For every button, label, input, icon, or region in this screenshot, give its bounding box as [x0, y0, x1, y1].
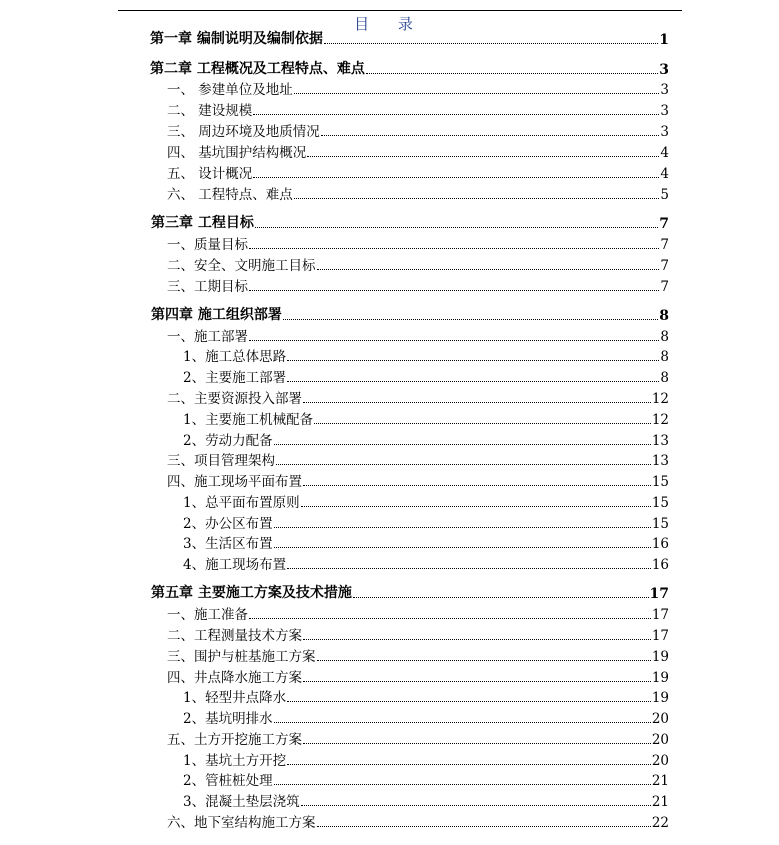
- toc-entry-label: 三、工期目标: [167, 279, 248, 295]
- dot-leader: [276, 464, 651, 465]
- toc-section-entry[interactable]: [183, 491, 669, 511]
- dot-leader: [321, 135, 660, 136]
- toc-chapter-entry[interactable]: [150, 28, 669, 48]
- toc-entry-label: 五、土方开挖施工方案: [167, 732, 302, 748]
- dot-leader: [301, 805, 651, 806]
- toc-section-entry[interactable]: [167, 120, 669, 140]
- toc-entry-label: 四、 基坑围护结构概况: [167, 145, 307, 161]
- toc-entry-label: 三、 周边环境及地质情况: [167, 124, 320, 140]
- toc-page-number: 16: [651, 536, 669, 552]
- page-title: 目 录: [354, 15, 425, 33]
- toc-entry-label: 2、办公区布置: [183, 516, 273, 532]
- dot-leader: [287, 764, 651, 765]
- dot-leader: [287, 360, 659, 361]
- toc-section-entry[interactable]: [167, 233, 669, 253]
- toc-entry-label: 3、混凝土垫层浇筑: [183, 794, 300, 810]
- toc-page-number: 12: [651, 412, 669, 428]
- toc-section-entry[interactable]: [183, 345, 669, 365]
- toc-page-number: 12: [651, 391, 669, 407]
- toc-entry-label: 1、基坑土方开挖: [183, 753, 287, 769]
- toc-page-number: 3: [659, 62, 669, 78]
- dot-leader: [366, 73, 658, 74]
- dot-leader: [287, 568, 651, 569]
- toc-page-number: 21: [651, 773, 669, 789]
- toc-page-number: 4: [660, 145, 669, 161]
- toc-page-number: 13: [651, 433, 669, 449]
- dot-leader: [249, 290, 659, 291]
- toc-page-number: 17: [651, 607, 669, 623]
- toc-entry-label: 三、围护与桩基施工方案: [167, 649, 316, 665]
- toc-section-entry[interactable]: [183, 429, 669, 449]
- toc-entry-label: 六、 工程特点、难点: [167, 187, 293, 203]
- toc-section-entry[interactable]: [167, 449, 669, 469]
- toc-entry-label: 第三章 工程目标: [151, 215, 254, 231]
- toc-section-entry[interactable]: [167, 387, 669, 407]
- toc-page-number: 15: [651, 474, 669, 490]
- toc-page-number: 19: [651, 690, 669, 706]
- toc-section-entry[interactable]: [167, 275, 669, 295]
- toc-page-number: 17: [649, 586, 669, 602]
- toc-chapter-entry[interactable]: [151, 304, 669, 324]
- dot-leader: [317, 660, 651, 661]
- toc-entry-label: 1、主要施工机械配备: [183, 412, 314, 428]
- dot-leader: [253, 114, 659, 115]
- toc-page-number: 20: [651, 732, 669, 748]
- dot-leader: [303, 743, 651, 744]
- toc-entry-label: 第四章 施工组织部署: [151, 307, 282, 323]
- toc-chapter-entry[interactable]: [150, 58, 669, 78]
- toc-page-number: 3: [660, 124, 669, 140]
- toc-section-entry[interactable]: [167, 603, 669, 623]
- dot-leader: [317, 826, 651, 827]
- toc-entry-label: 三、项目管理架构: [167, 453, 275, 469]
- dot-leader: [303, 639, 651, 640]
- toc-page-number: 7: [659, 216, 669, 232]
- toc-chapter-entry[interactable]: [151, 212, 669, 232]
- toc-section-entry[interactable]: [167, 728, 669, 748]
- toc-section-entry[interactable]: [167, 254, 669, 274]
- toc-section-entry[interactable]: [167, 624, 669, 644]
- toc-section-entry[interactable]: [183, 686, 669, 706]
- toc-section-entry[interactable]: [167, 811, 669, 831]
- toc-entry-label: 一、质量目标: [167, 237, 248, 253]
- toc-section-entry[interactable]: [183, 749, 669, 769]
- toc-entry-label: 一、施工部署: [167, 329, 248, 345]
- toc-entry-label: 2、基坑明排水: [183, 711, 273, 727]
- toc-entry-label: 2、主要施工部署: [183, 370, 287, 386]
- toc-page-number: 17: [651, 628, 669, 644]
- dot-leader: [287, 701, 651, 702]
- toc-entry-label: 第五章 主要施工方案及技术措施: [151, 585, 352, 601]
- header-rule: [118, 10, 682, 11]
- toc-section-entry[interactable]: [167, 162, 669, 182]
- toc-section-entry[interactable]: [167, 99, 669, 119]
- toc-page-number: 5: [660, 187, 669, 203]
- dot-leader: [307, 156, 659, 157]
- dot-leader: [249, 340, 659, 341]
- toc-entry-label: 二、安全、文明施工目标: [167, 258, 316, 274]
- toc-entry-label: 2、劳动力配备: [183, 433, 273, 449]
- toc-page-number: 1: [659, 32, 669, 48]
- toc-entry-label: 1、施工总体思路: [183, 349, 287, 365]
- toc-entry-label: 六、地下室结构施工方案: [167, 815, 316, 831]
- dot-leader: [287, 381, 659, 382]
- toc-page-number: 20: [651, 711, 669, 727]
- toc-page-number: 21: [651, 794, 669, 810]
- toc-section-entry[interactable]: [183, 790, 669, 810]
- toc-section-entry[interactable]: [183, 512, 669, 532]
- toc-page-number: 3: [660, 82, 669, 98]
- toc-page-number: 15: [651, 516, 669, 532]
- toc-entry-label: 一、施工准备: [167, 607, 248, 623]
- toc-entry-label: 二、主要资源投入部署: [167, 391, 302, 407]
- dot-leader: [303, 485, 651, 486]
- dot-leader: [303, 402, 651, 403]
- dot-leader: [294, 198, 660, 199]
- toc-page-number: 15: [651, 495, 669, 511]
- dot-leader: [274, 547, 651, 548]
- dot-leader: [249, 618, 651, 619]
- toc-page-number: 8: [660, 329, 669, 345]
- toc-page-number: 4: [660, 166, 669, 182]
- toc-page-number: 7: [660, 237, 669, 253]
- toc-page-number: 7: [660, 279, 669, 295]
- toc-entry-label: 二、 建设规模: [167, 103, 253, 119]
- dot-leader: [274, 722, 651, 723]
- toc-section-entry[interactable]: [167, 645, 669, 665]
- toc-section-entry[interactable]: [167, 183, 669, 203]
- dot-leader: [317, 269, 660, 270]
- dot-leader: [255, 227, 658, 228]
- toc-entry-label: 3、生活区布置: [183, 536, 273, 552]
- toc-section-entry[interactable]: [183, 769, 669, 789]
- toc-entry-label: 四、施工现场平面布置: [167, 474, 302, 490]
- dot-leader: [324, 43, 658, 44]
- toc-section-entry[interactable]: [167, 78, 669, 98]
- toc-section-entry[interactable]: [167, 141, 669, 161]
- toc-entry-label: 四、井点降水施工方案: [167, 670, 302, 686]
- dot-leader: [249, 248, 659, 249]
- toc-chapter-entry[interactable]: [151, 582, 669, 602]
- toc-page-number: 7: [660, 258, 669, 274]
- toc-entry-label: 4、施工现场布置: [183, 557, 287, 573]
- dot-leader: [301, 506, 651, 507]
- toc-page-number: 8: [660, 370, 669, 386]
- toc-section-entry[interactable]: [183, 532, 669, 552]
- dot-leader: [314, 423, 651, 424]
- dot-leader: [274, 784, 651, 785]
- toc-page-number: 16: [651, 557, 669, 573]
- toc-page-number: 20: [651, 753, 669, 769]
- dot-leader: [253, 177, 659, 178]
- dot-leader: [294, 93, 660, 94]
- toc-page-number: 22: [651, 815, 669, 831]
- toc-section-entry[interactable]: [167, 470, 669, 490]
- toc-entry-label: 五、 设计概况: [167, 166, 253, 182]
- dot-leader: [283, 319, 658, 320]
- toc-page-number: 19: [651, 670, 669, 686]
- toc-entry-label: 第一章 编制说明及编制依据: [150, 31, 323, 47]
- toc-entry-label: 1、总平面布置原则: [183, 495, 300, 511]
- dot-leader: [303, 681, 651, 682]
- dot-leader: [274, 444, 651, 445]
- toc-entry-label: 1、轻型井点降水: [183, 690, 287, 706]
- toc-entry-label: 一、 参建单位及地址: [167, 82, 293, 98]
- dot-leader: [274, 527, 651, 528]
- toc-entry-label: 二、工程测量技术方案: [167, 628, 302, 644]
- toc-page-number: 3: [660, 103, 669, 119]
- toc-page-number: 13: [651, 453, 669, 469]
- toc-section-entry[interactable]: [183, 553, 669, 573]
- toc-entry-label: 2、管桩桩处理: [183, 773, 273, 789]
- toc-page-number: 8: [660, 349, 669, 365]
- toc-section-entry[interactable]: [183, 366, 669, 386]
- toc-section-entry[interactable]: [183, 408, 669, 428]
- toc-section-entry[interactable]: [167, 325, 669, 345]
- toc-section-entry[interactable]: [183, 707, 669, 727]
- toc-page-number: 8: [659, 308, 669, 324]
- dot-leader: [353, 597, 649, 598]
- toc-entry-label: 第二章 工程概况及工程特点、难点: [150, 61, 365, 77]
- toc-page-number: 19: [651, 649, 669, 665]
- toc-section-entry[interactable]: [167, 666, 669, 686]
